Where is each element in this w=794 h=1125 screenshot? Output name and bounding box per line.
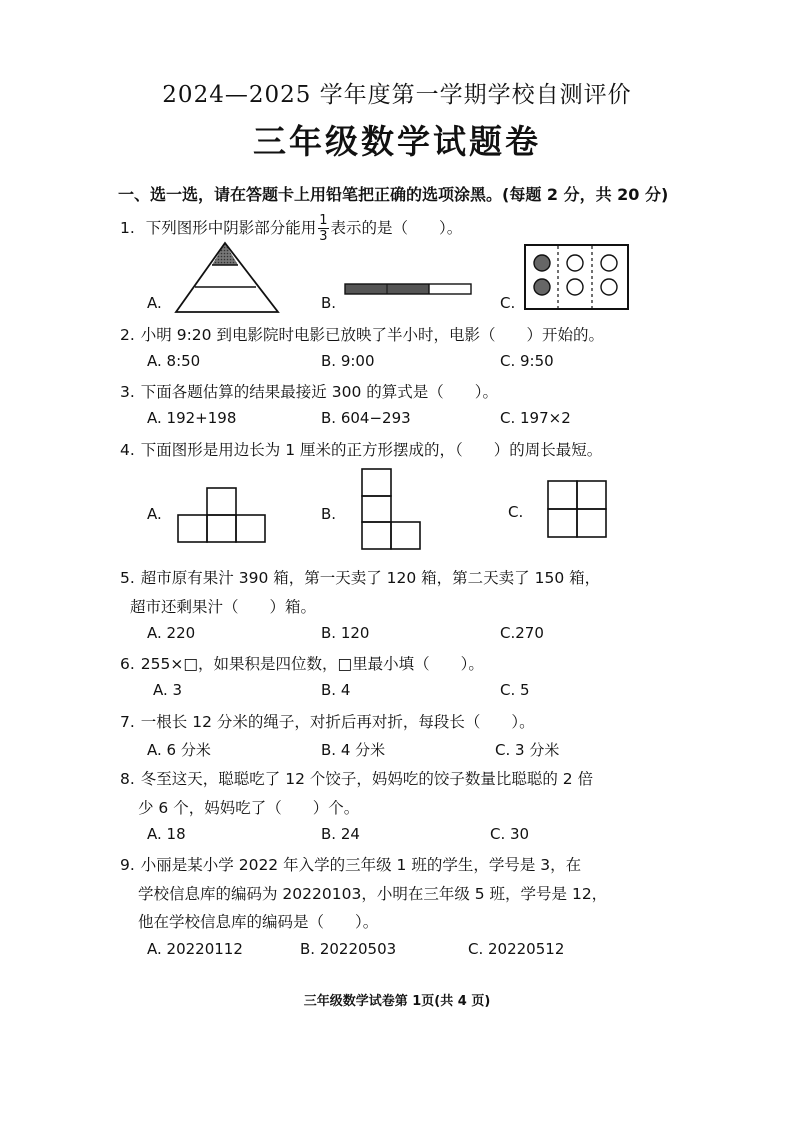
question-number: 1. <box>120 219 135 237</box>
q1-option-b[interactable]: B. <box>321 294 337 312</box>
q8-option-a[interactable]: A. 18 <box>147 825 186 843</box>
fraction-one-third: $\frac{1}{3}$ <box>319 213 328 244</box>
question-3: 3. 下面各题估算的结果最接近 300 的算式是（ ）。 <box>120 383 498 401</box>
question-4: 4. 下面图形是用边长为 1 厘米的正方形摆成的，（ ）的周长最短。 <box>120 441 603 459</box>
q1-option-a[interactable]: A. <box>147 294 162 312</box>
q5-option-a[interactable]: A. 220 <box>147 624 196 642</box>
q5-option-c[interactable]: C.270 <box>500 624 544 642</box>
q4-option-c[interactable]: C. <box>508 503 524 521</box>
q4-option-a[interactable]: A. <box>147 505 162 523</box>
question-7: 7. 一根长 12 分米的绳子，对折后再对折，每段长（ ）。 <box>120 713 535 731</box>
exam-header-term: 2024—2025 学年度第一学期学校自测评价 <box>162 82 632 108</box>
question-text-after: 表示的是（ ）。 <box>330 219 463 237</box>
question-8: 8. 冬至这天，聪聪吃了 12 个饺子，妈妈吃的饺子数量比聪聪的 2 倍 <box>120 770 594 788</box>
question-6: 6. 255×□，如果积是四位数，□里最小填（ ）。 <box>120 655 484 673</box>
page-footer: 三年级数学试卷第 1页(共 4 页) <box>303 994 491 1009</box>
section-title: 一、选一选，请在答题卡上用铅笔把正确的选项涂黑。(每题 2 分，共 20 分) <box>118 185 669 204</box>
question-5-line2: 超市还剩果汁（ ）箱。 <box>130 598 317 616</box>
t-shape-figure <box>176 486 268 544</box>
question-9-line2: 学校信息库的编码为 20220103，小明在三年级 5 班，学号是 12， <box>138 885 608 903</box>
q7-option-a[interactable]: A. 6 分米 <box>147 741 211 759</box>
q5-option-b[interactable]: B. 120 <box>321 624 370 642</box>
question-1 <box>120 214 462 243</box>
question-text: 下列图形中阴影部分能用 <box>145 219 317 237</box>
q2-option-b[interactable]: B. 9:00 <box>321 352 375 370</box>
q3-option-b[interactable]: B. 604−293 <box>321 409 411 427</box>
q6-option-a[interactable]: A. 3 <box>153 681 183 699</box>
q6-option-b[interactable]: B. 4 <box>321 681 351 699</box>
q1-option-c[interactable]: C. <box>500 294 516 312</box>
question-9-line3: 他在学校信息库的编码是（ ）。 <box>138 913 379 931</box>
circles-figure <box>522 242 632 312</box>
q3-option-a[interactable]: A. 192+198 <box>147 409 237 427</box>
question-8-line2: 少 6 个，妈妈吃了（ ）个。 <box>138 799 360 817</box>
q9-option-c[interactable]: C. 20220512 <box>468 940 565 958</box>
q9-option-a[interactable]: A. 20220112 <box>147 940 243 958</box>
l-shape-figure <box>360 467 422 551</box>
bar-figure <box>343 282 473 296</box>
q2-option-c[interactable]: C. 9:50 <box>500 352 554 370</box>
q8-option-c[interactable]: C. 30 <box>490 825 530 843</box>
triangle-figure <box>172 240 282 315</box>
q9-option-b[interactable]: B. 20220503 <box>300 940 397 958</box>
q2-option-a[interactable]: A. 8:50 <box>147 352 201 370</box>
q8-option-b[interactable]: B. 24 <box>321 825 360 843</box>
q3-option-c[interactable]: C. 197×2 <box>500 409 571 427</box>
question-5: 5. 超市原有果汁 390 箱，第一天卖了 120 箱，第二天卖了 150 箱， <box>120 569 601 587</box>
q4-option-b[interactable]: B. <box>321 505 337 523</box>
q7-option-c[interactable]: C. 3 分米 <box>495 741 560 759</box>
exam-title: 三年级数学试题卷 <box>253 122 541 161</box>
q7-option-b[interactable]: B. 4 分米 <box>321 741 386 759</box>
question-9: 9. 小丽是某小学 2022 年入学的三年级 1 班的学生，学号是 3，在 <box>120 856 582 874</box>
question-2: 2. 小明 9:20 到电影院时电影已放映了半小时，电影（ ）开始的。 <box>120 326 604 344</box>
square-figure <box>546 479 608 539</box>
q6-option-c[interactable]: C. 5 <box>500 681 530 699</box>
